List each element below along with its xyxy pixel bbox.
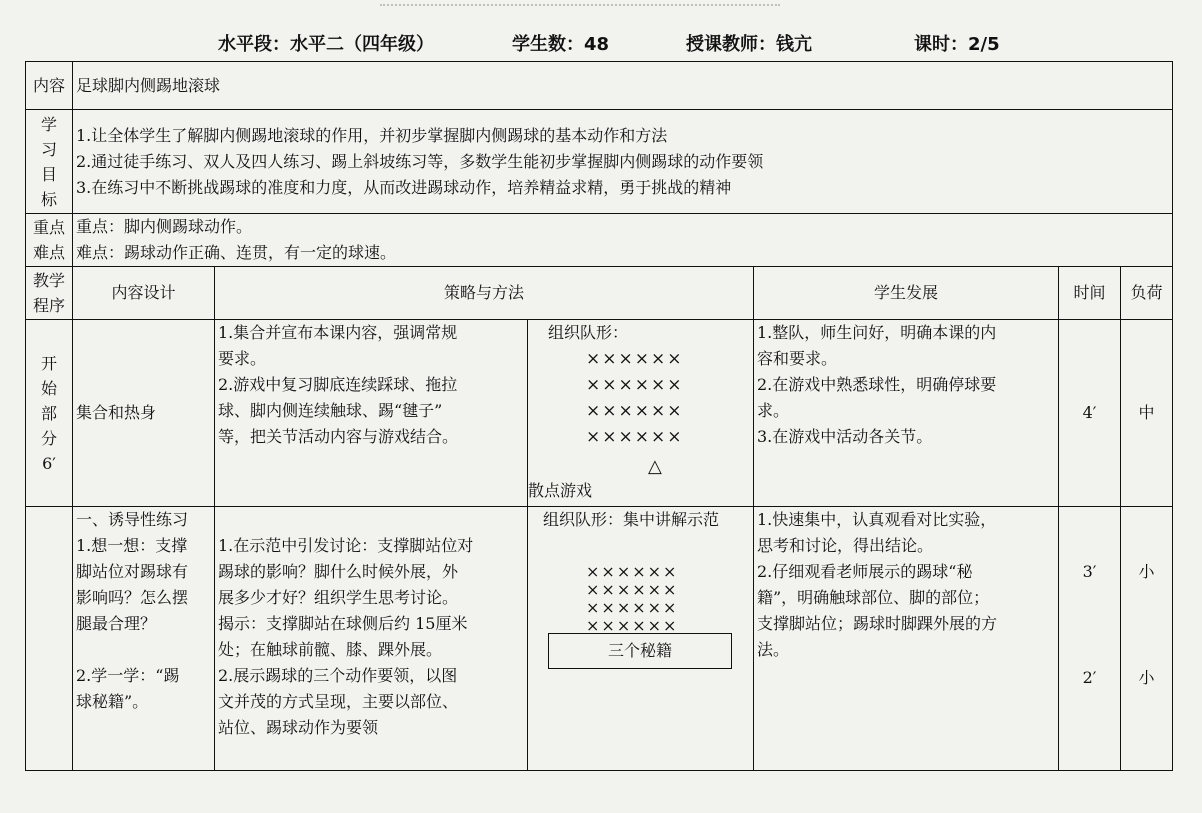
section-label-char: 开 bbox=[40, 353, 57, 373]
start-load: 中 bbox=[1121, 320, 1173, 507]
objective-item: 2.通过徒手练习、双人及四人练习、踢上斜坡练习等，多数学生能初步掌握脚内侧踢球的动作要领 bbox=[76, 151, 764, 171]
strategy-line: 要求。 bbox=[218, 349, 267, 368]
formation-row: ×××××× bbox=[586, 427, 684, 447]
strategy-line: 踢球的影响？脚什么时候外展，外 bbox=[218, 562, 459, 581]
objectives-label-char: 目 bbox=[40, 164, 57, 184]
development-line: 支撑脚站位；踢球时脚踝外展的方 bbox=[757, 614, 998, 633]
formation-box: 三个秘籍 bbox=[548, 633, 732, 669]
basic-time bbox=[1059, 507, 1121, 771]
strategy-line: 处；在触球前髋、膝、踝外展。 bbox=[218, 640, 443, 659]
development-line: 容和要求。 bbox=[757, 349, 838, 368]
basic-strategy bbox=[215, 507, 528, 771]
design-line: 球秘籍”。 bbox=[76, 692, 149, 711]
column-header-row bbox=[26, 267, 1173, 320]
content-label: 内容 bbox=[26, 62, 73, 110]
formation-row: ×××××× bbox=[586, 598, 679, 617]
cropped-title-edge bbox=[380, 0, 780, 6]
lesson-plan-table bbox=[25, 61, 1173, 771]
strategy-line: 展多少才好？组织学生思考讨论。 bbox=[218, 588, 459, 607]
formation-title: 组织队形：集中讲解示范 bbox=[543, 510, 720, 529]
development-line: 籍”，明确触球部位、脚的部位； bbox=[757, 588, 990, 607]
development-header: 学生发展 bbox=[754, 267, 1059, 320]
content-value: 足球脚内侧踢地滚球 bbox=[73, 62, 1173, 110]
start-strategy bbox=[215, 320, 528, 507]
development-line: 1.快速集中，认真观看对比实验， bbox=[757, 510, 997, 529]
start-development bbox=[754, 320, 1059, 507]
procedure-header-line: 教学 bbox=[32, 271, 65, 290]
design-line: 影响吗？怎么摆 bbox=[76, 588, 189, 607]
lesson-header bbox=[0, 30, 1202, 56]
development-line: 思考和讨论，得出结论。 bbox=[757, 536, 934, 555]
basic-load bbox=[1121, 507, 1173, 771]
section-label-char: 始 bbox=[40, 378, 57, 398]
time-value: 2′ bbox=[1082, 668, 1097, 687]
time-header: 时间 bbox=[1059, 267, 1121, 320]
objectives-label-char: 学 bbox=[40, 114, 57, 134]
key-points-label bbox=[26, 214, 73, 267]
teacher-info: 授课教师：钱亢 bbox=[686, 34, 812, 55]
section-label-char: 6′ bbox=[42, 453, 56, 473]
development-line: 2.仔细观看老师展示的踢球“秘 bbox=[757, 562, 973, 581]
formation-row: ×××××× bbox=[586, 580, 679, 599]
procedure-header-line: 程序 bbox=[32, 296, 65, 315]
key-points-text bbox=[73, 214, 1173, 267]
strategy-header: 策略与方法 bbox=[215, 267, 754, 320]
load-value: 小 bbox=[1138, 562, 1155, 581]
development-line: 2.在游戏中熟悉球性，明确停球要 bbox=[757, 375, 997, 394]
key-label: 重点 bbox=[32, 218, 65, 237]
load-header: 负荷 bbox=[1121, 267, 1173, 320]
content-row bbox=[26, 62, 1173, 110]
objective-item: 3.在练习中不断挑战踢球的准度和力度，从而改进踢球动作，培养精益求精，勇于挑战的精神 bbox=[76, 177, 732, 197]
objectives-row bbox=[26, 110, 1173, 214]
section-label-char: 分 bbox=[40, 428, 57, 448]
students-info: 学生数：48 bbox=[512, 34, 610, 55]
strategy-line: 1.集合并宣布本课内容，强调常规 bbox=[218, 323, 458, 342]
design-line bbox=[76, 637, 211, 663]
strategy-line: 文并茂的方式呈现，主要以部位、 bbox=[218, 692, 459, 711]
formation-row: ×××××× bbox=[586, 349, 684, 369]
objectives-list bbox=[73, 110, 1173, 214]
strategy-line: 1.在示范中引发讨论：支撑脚站位对 bbox=[218, 536, 474, 555]
load-value: 小 bbox=[1138, 668, 1155, 687]
start-section-label bbox=[26, 320, 73, 507]
formation-title: 组织队形： bbox=[548, 323, 629, 342]
section-label-char: 部 bbox=[40, 403, 57, 423]
strategy-line: 球、脚内侧连续触球、踢“毽子” bbox=[218, 401, 443, 420]
procedure-header bbox=[26, 267, 73, 320]
formation-row: ×××××× bbox=[586, 401, 684, 421]
difficulty-label: 难点 bbox=[32, 243, 65, 262]
key-points-row bbox=[26, 214, 1173, 267]
basic-section-label bbox=[26, 507, 73, 771]
start-section-row bbox=[26, 320, 1173, 507]
strategy-line: 2.展示踢球的三个动作要领，以图 bbox=[218, 666, 458, 685]
start-design: 集合和热身 bbox=[73, 320, 215, 507]
design-line: 一、诱导性练习 bbox=[76, 510, 189, 529]
strategy-line: 2.游戏中复习脚底连续踩球、拖拉 bbox=[218, 375, 458, 394]
basic-design bbox=[73, 507, 215, 771]
formation-footer: 散点游戏 bbox=[528, 481, 593, 500]
design-line: 2.学一学：“踢 bbox=[76, 666, 180, 685]
formation-row: ×××××× bbox=[586, 375, 684, 395]
basic-formation bbox=[528, 507, 754, 771]
design-line: 脚站位对踢球有 bbox=[76, 562, 189, 581]
basic-section-row bbox=[26, 507, 1173, 771]
objectives-label-char: 标 bbox=[40, 189, 57, 209]
objectives-label-char: 习 bbox=[40, 139, 57, 159]
teacher-marker-icon: △ bbox=[648, 456, 662, 477]
start-formation bbox=[528, 320, 754, 507]
start-time: 4′ bbox=[1059, 320, 1121, 507]
formation-row: ×××××× bbox=[586, 616, 679, 635]
key-point: 重点：脚内侧踢球动作。 bbox=[76, 217, 253, 236]
formation-row: ×××××× bbox=[586, 562, 679, 581]
design-line: 腿最合理？ bbox=[76, 614, 157, 633]
objective-item: 1.让全体学生了解脚内侧踢地滚球的作用，并初步掌握脚内侧踢球的基本动作和方法 bbox=[76, 125, 668, 145]
lesson-info: 课时：2/5 bbox=[914, 34, 1000, 55]
strategy-line: 揭示：支撑脚站在球侧后约 15厘米 bbox=[218, 614, 468, 633]
strategy-line: 站位、踢球动作为要领 bbox=[218, 718, 379, 737]
time-value: 3′ bbox=[1082, 562, 1097, 581]
design-line: 1.想一想：支撑 bbox=[76, 536, 188, 555]
development-line: 3.在游戏中活动各关节。 bbox=[757, 427, 933, 446]
development-line: 求。 bbox=[757, 401, 790, 420]
level-info: 水平段：水平二（四年级） bbox=[218, 34, 434, 55]
development-line: 1.整队，师生问好，明确本课的内 bbox=[757, 323, 997, 342]
difficulty-point: 难点：踢球动作正确、连贯，有一定的球速。 bbox=[76, 243, 397, 262]
design-header: 内容设计 bbox=[73, 267, 215, 320]
basic-development bbox=[754, 507, 1059, 771]
strategy-line: 等，把关节活动内容与游戏结合。 bbox=[218, 427, 459, 446]
development-line: 法。 bbox=[757, 640, 790, 659]
objectives-label bbox=[26, 110, 73, 214]
